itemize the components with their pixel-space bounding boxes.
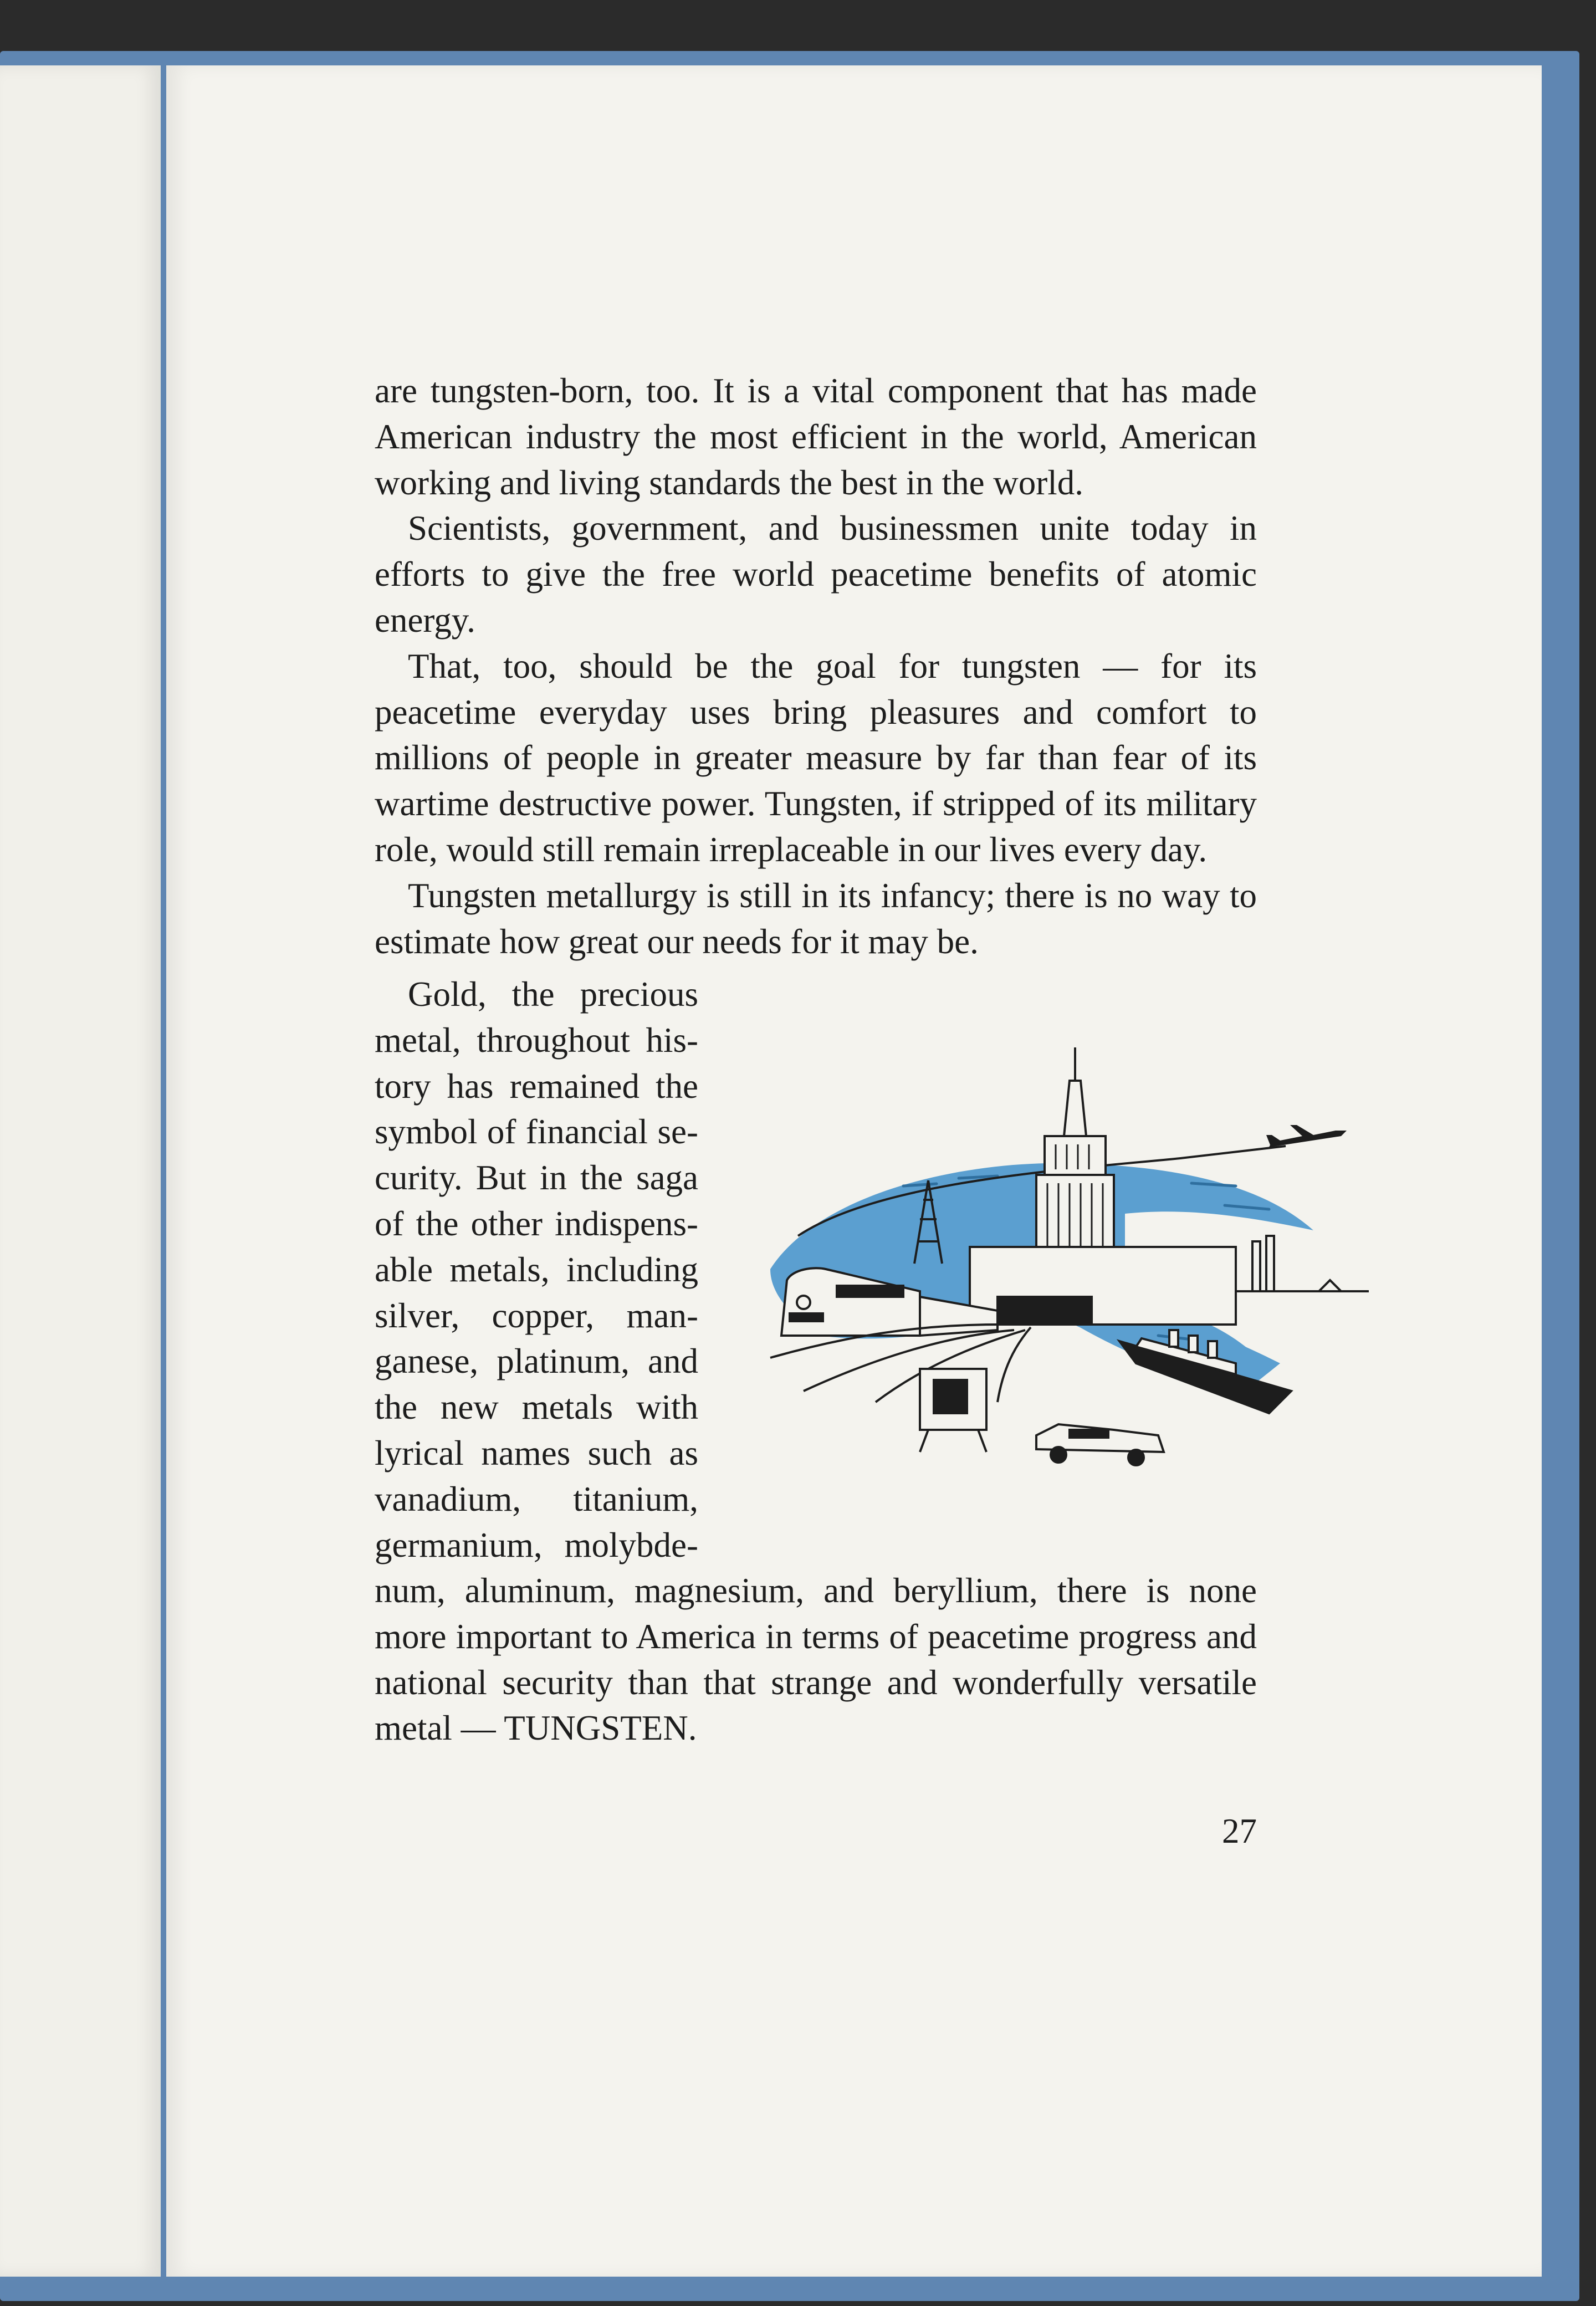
wrapped-line: vanadium, titanium,	[375, 1479, 698, 1518]
left-page	[0, 65, 161, 2277]
car-icon	[1036, 1424, 1164, 1465]
body-text-bottom	[375, 1568, 1257, 1751]
paragraph-1: are tungsten-born, too. It is a vital component that has made American industry the most efficient in the world, American working and living standards the best in the world.	[375, 371, 1257, 502]
television-icon	[920, 1369, 986, 1452]
paragraph-3: That, too, should be the goal for tungsten — for its peacetime everyday uses bring pleasures and comfort to millions of people in greater measure by far than fear of its wartime destructive power. Tungsten, if stripped of its military role, would still remain irreplaceable in our lives every day.	[375, 646, 1257, 869]
paragraph-4: Tungsten metallurgy is still in its infancy; there is no way to estimate how great our needs for it may be.	[375, 876, 1257, 961]
wrapped-line: germanium, molybde-	[375, 1525, 698, 1564]
airplane-icon	[1266, 1125, 1347, 1147]
wrapped-line: silver, copper, man-	[375, 1296, 698, 1335]
paragraph-5: num, aluminum, magnesium, and beryllium, there is none more important to America in terms of peacetime progress and national security than that strange and wonderfully versatile metal — TUNGSTEN.	[375, 1571, 1257, 1748]
wrapped-line: able metals, including	[375, 1250, 698, 1289]
wrapped-text-column	[375, 972, 698, 1568]
wrapped-line: ganese, platinum, and	[375, 1342, 698, 1381]
wrapped-line: the new metals with	[375, 1388, 698, 1427]
wrapped-line: lyrical names such as	[375, 1433, 698, 1472]
wrapped-line: Gold, the precious	[408, 975, 698, 1014]
industry-illustration	[737, 1047, 1374, 1480]
wrapped-line: of the other indispens-	[375, 1204, 698, 1243]
skyscraper	[1036, 1047, 1114, 1275]
wrapped-line: symbol of financial se-	[375, 1112, 698, 1152]
page-number: 27	[1222, 1812, 1257, 1850]
paragraph-2: Scientists, government, and businessmen unite today in efforts to give the free world peacetime benefits of atomic energy.	[375, 509, 1257, 640]
wrapped-line: curity. But in the saga	[375, 1158, 698, 1198]
wrapped-line: metal, throughout his-	[375, 1020, 698, 1060]
wrapped-line: tory has remained the	[375, 1066, 698, 1106]
body-text-top	[375, 368, 1257, 964]
factory-building	[970, 1236, 1369, 1325]
illustration-drawing	[737, 1047, 1374, 1480]
